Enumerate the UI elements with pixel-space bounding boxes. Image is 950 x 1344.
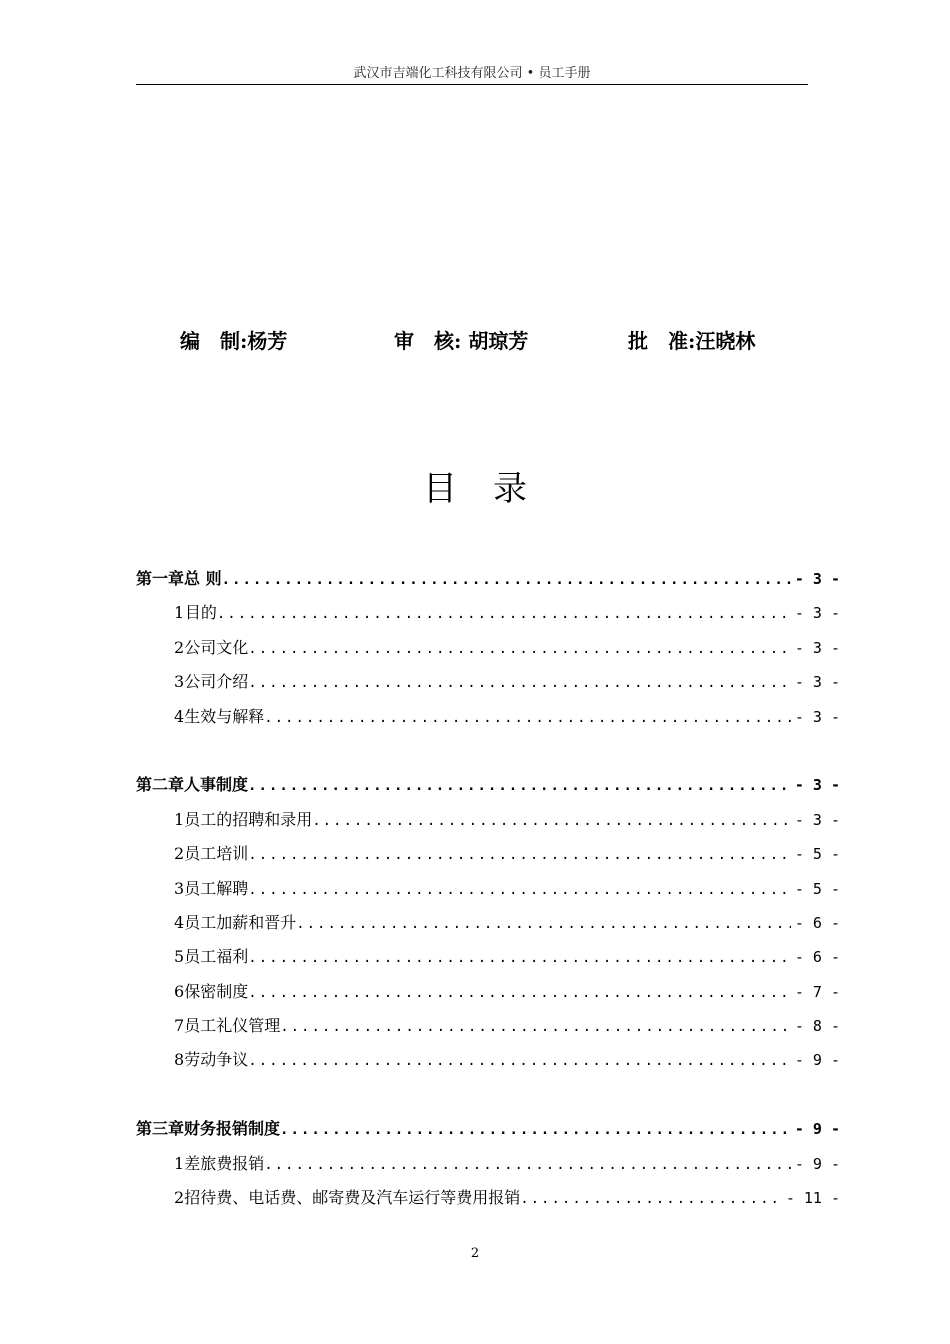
toc-page-number: - 5 -: [794, 879, 840, 898]
toc-leader-dots: [248, 941, 791, 975]
toc-page-number: - 3 -: [794, 810, 840, 829]
toc-page-number: - 6 -: [794, 913, 840, 932]
toc-item-row[interactable]: [136, 940, 840, 974]
toc-leader-dots: [248, 976, 791, 1010]
toc-item-row[interactable]: [136, 1181, 840, 1215]
toc-page-number: - 11 -: [785, 1189, 840, 1208]
toc-item-row[interactable]: [136, 1043, 840, 1077]
toc-item-number: 2: [174, 1188, 185, 1208]
toc-item-title: 招待费、电话费、邮寄费及汽车运行等费用报销: [184, 1188, 521, 1208]
toc-item-number: 5: [174, 947, 185, 967]
signature-approver-name: 汪晓林: [695, 329, 756, 353]
toc-item-number: 4: [174, 912, 185, 932]
signature-reviewer-name: 胡琼芳: [468, 329, 529, 353]
toc-item-title: 员工礼仪管理: [184, 1016, 281, 1036]
signature-reviewer: [394, 326, 528, 356]
toc-leader-dots: [222, 563, 791, 597]
toc-item-row[interactable]: [136, 803, 840, 837]
table-of-contents: [136, 562, 840, 1215]
toc-item-title: 劳动争议: [184, 1050, 249, 1070]
toc-item-title: 公司文化: [184, 637, 249, 657]
signature-editor: [180, 326, 287, 356]
toc-item-number: 4: [174, 706, 185, 726]
toc-item-number: 7: [174, 1016, 185, 1036]
signature-editor-name: 杨芳: [247, 329, 288, 353]
toc-item-number: 2: [174, 844, 185, 864]
toc-page-number: - 3 -: [794, 638, 840, 657]
toc-chapter-row[interactable]: [136, 1112, 840, 1146]
toc-item-row[interactable]: [136, 700, 840, 734]
toc-leader-dots: [248, 632, 791, 666]
toc-chapter-number: 第一章: [136, 569, 185, 588]
signature-reviewer-label: 审 核:: [394, 329, 462, 353]
toc-leader-dots: [264, 1148, 791, 1182]
toc-leader-dots: [217, 597, 791, 631]
toc-item-row[interactable]: [136, 1147, 840, 1181]
signature-approver-label: 批 准:: [628, 329, 696, 353]
toc-gap: [136, 734, 840, 768]
toc-item-number: 3: [174, 672, 185, 692]
toc-item-row[interactable]: [136, 906, 840, 940]
toc-gap: [136, 1078, 840, 1112]
toc-item-title: 员工的招聘和录用: [184, 809, 313, 829]
toc-item-row[interactable]: [136, 975, 840, 1009]
toc-page-number: - 3 -: [794, 673, 840, 692]
toc-item-title: 公司介绍: [184, 672, 249, 692]
toc-leader-dots: [520, 1182, 782, 1216]
toc-item-row[interactable]: [136, 1009, 840, 1043]
toc-item-number: 1: [174, 809, 185, 829]
toc-item-title: 员工解聘: [184, 878, 249, 898]
toc-leader-dots: [280, 1010, 791, 1044]
toc-page-number: - 3 -: [794, 707, 840, 726]
page-header: 武汉市吉端化工科技有限公司 • 员工手册: [136, 64, 808, 85]
toc-leader-dots: [248, 666, 791, 700]
toc-page-number: - 5 -: [794, 845, 840, 864]
toc-page-number: - 9 -: [794, 1154, 840, 1173]
toc-title: 目录: [423, 469, 563, 509]
toc-chapter-number: 第三章: [136, 1119, 185, 1139]
toc-chapter-title: 总 则: [184, 569, 222, 588]
toc-item-title: 员工培训: [184, 844, 249, 864]
toc-item-row[interactable]: [136, 631, 840, 665]
signature-editor-label: 编 制:: [180, 329, 248, 353]
toc-chapter-row[interactable]: [136, 562, 840, 596]
toc-item-title: 生效与解释: [184, 706, 265, 726]
toc-item-number: 2: [174, 637, 185, 657]
toc-leader-dots: [264, 701, 791, 735]
toc-item-number: 1: [174, 603, 185, 623]
toc-leader-dots: [296, 907, 791, 941]
toc-leader-dots: [248, 769, 791, 803]
toc-item-number: 1: [174, 1153, 185, 1173]
page-number: 2: [470, 1246, 480, 1261]
toc-item-title: 目的: [184, 603, 217, 623]
toc-leader-dots: [312, 804, 791, 838]
toc-page-number: - 8 -: [794, 1017, 840, 1036]
toc-page-number: - 6 -: [794, 948, 840, 967]
toc-item-row[interactable]: [136, 837, 840, 871]
toc-item-title: 差旅费报销: [184, 1153, 265, 1173]
toc-leader-dots: [280, 1113, 791, 1147]
toc-page-number: - 9 -: [794, 1120, 840, 1139]
toc-page-number: - 3 -: [794, 604, 840, 623]
toc-leader-dots: [248, 1044, 791, 1078]
toc-item-title: 保密制度: [184, 981, 249, 1001]
toc-item-title: 员工福利: [184, 947, 249, 967]
toc-item-number: 6: [174, 981, 185, 1001]
toc-chapter-number: 第二章: [136, 775, 185, 795]
toc-page-number: - 9 -: [794, 1051, 840, 1070]
toc-item-title: 员工加薪和晋升: [184, 912, 297, 932]
toc-page-number: - 3 -: [794, 776, 840, 795]
toc-item-number: 3: [174, 878, 185, 898]
toc-item-row[interactable]: [136, 596, 840, 630]
toc-item-row[interactable]: [136, 872, 840, 906]
toc-page-number: - 3 -: [794, 570, 840, 588]
toc-chapter-title: 人事制度: [184, 775, 249, 795]
toc-chapter-title: 财务报销制度: [184, 1119, 281, 1139]
toc-item-number: 8: [174, 1050, 185, 1070]
toc-page-number: - 7 -: [794, 982, 840, 1001]
toc-chapter-row[interactable]: [136, 768, 840, 802]
toc-leader-dots: [248, 838, 791, 872]
signature-approver: [628, 326, 755, 356]
toc-item-row[interactable]: [136, 665, 840, 699]
toc-leader-dots: [248, 873, 791, 907]
